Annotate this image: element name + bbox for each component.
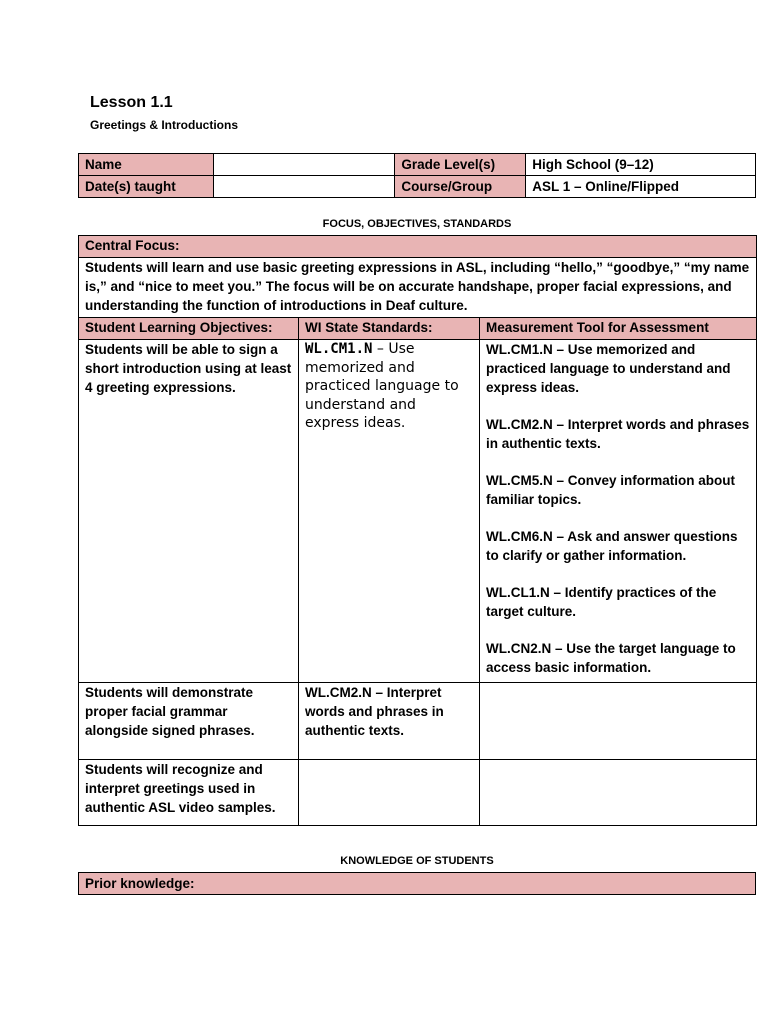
objective-row-2 [79, 683, 757, 760]
info-row-name [79, 154, 756, 176]
measurement-1-item: WL.CM6.N – Ask and answer questions to clarify or gather information. [486, 529, 738, 563]
prior-knowledge-row [79, 873, 756, 895]
lesson-subtitle: Greetings & Introductions [90, 118, 239, 132]
name-label: Name [79, 154, 214, 176]
standard-2-text[interactable]: WL.CM2.N – Interpret words and phrases in authentic texts. [299, 683, 480, 760]
grade-field[interactable]: High School (9–12) [526, 154, 756, 176]
measurement-1-item: WL.CM1.N – Use memorized and practiced language to understand and express ideas. [486, 342, 731, 395]
lesson-info-table [78, 153, 756, 198]
objective-1-text[interactable]: Students will be able to sign a short introduction using at least 4 greeting expressions. [79, 340, 299, 683]
prior-knowledge-table [78, 872, 756, 895]
focus-section-heading: FOCUS, OBJECTIVES, STANDARDS [322, 218, 512, 230]
info-row-date [79, 176, 756, 198]
objective-row-3 [79, 760, 757, 826]
standard-3-text[interactable] [299, 760, 480, 826]
standard-1-cell[interactable] [299, 340, 480, 683]
col-objectives-header: Student Learning Objectives: [79, 318, 299, 340]
measurement-1-item: WL.CM2.N – Interpret words and phrases in authentic texts. [486, 417, 750, 451]
col-standards-header: WI State Standards: [299, 318, 480, 340]
measurement-1-cell[interactable] [480, 340, 757, 683]
name-field[interactable] [213, 154, 395, 176]
grade-label: Grade Level(s) [395, 154, 526, 176]
col-measurement-header: Measurement Tool for Assessment [480, 318, 757, 340]
focus-table [78, 235, 757, 826]
objective-3-text[interactable]: Students will recognize and interpret greetings used in authentic ASL video samples. [79, 760, 299, 826]
central-focus-body-row [79, 258, 757, 318]
measurement-1-item: WL.CN2.N – Use the target language to access basic information. [486, 641, 736, 675]
objective-2-text[interactable]: Students will demonstrate proper facial grammar alongside signed phrases. [79, 683, 299, 760]
measurement-2-cell[interactable] [480, 683, 757, 760]
course-field[interactable]: ASL 1 – Online/Flipped [526, 176, 756, 198]
standard-1-text: – Use memorized and practiced language to understand and express ideas. [305, 341, 459, 431]
measurement-1-item: WL.CL1.N – Identify practices of the target culture. [486, 585, 717, 619]
column-header-row [79, 318, 757, 340]
objective-row-1 [79, 340, 757, 683]
dates-field[interactable] [213, 176, 395, 198]
central-focus-label: Central Focus: [79, 236, 757, 258]
knowledge-section-heading: KNOWLEDGE OF STUDENTS [340, 855, 494, 867]
dates-label: Date(s) taught [79, 176, 214, 198]
measurement-3-cell[interactable] [480, 760, 757, 826]
central-focus-text[interactable]: Students will learn and use basic greeting expressions in ASL, including “hello,” “goodbye,” “my name is,” and “nice to meet you.” The focus will be on accurate handshape, proper facial expressions, and understanding the function of introductions in Deaf culture. [79, 258, 757, 318]
lesson-title: Lesson 1.1 [90, 94, 173, 111]
central-focus-header-row [79, 236, 757, 258]
course-label: Course/Group [395, 176, 526, 198]
standard-1-code: WL.CM1.N [305, 341, 373, 357]
measurement-1-item: WL.CM5.N – Convey information about familiar topics. [486, 473, 736, 507]
prior-knowledge-label: Prior knowledge: [79, 873, 756, 895]
